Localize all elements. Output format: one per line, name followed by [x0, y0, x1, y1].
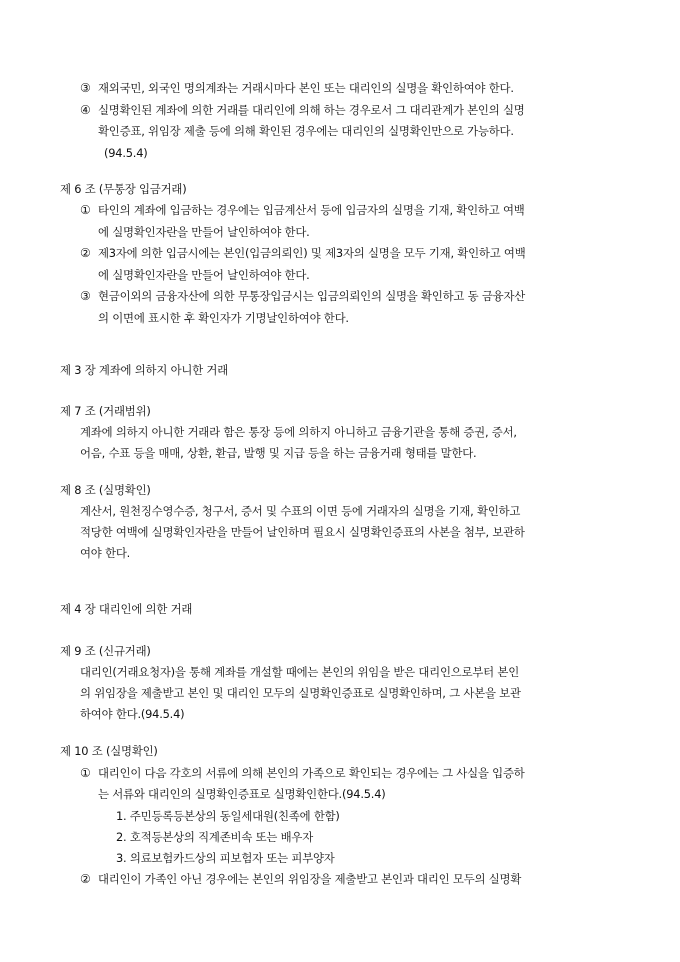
item-number: ④ — [80, 103, 91, 117]
article-6-item-3-line-1: ③ 현금이외의 금융자산에 의한 무통장입금시는 입금의뢰인의 실명을 확인하고 동 금융자산 — [80, 289, 526, 303]
article-9-line-2: 의 위임장을 제출받고 본인 및 대리인 모두의 실명확인증표로 실명확인하며, 그 사본을 보관 — [80, 686, 521, 700]
article-7-title: 제 7 조 (거래범위) — [60, 404, 151, 418]
article-6-item-2-line-1: ② 제3자에 의한 입금시에는 본인(입금의뢰인) 및 제3자의 실명을 모두 기재, 확인하고 여백 — [80, 246, 526, 260]
item-4-line-1: ④ 실명확인된 계좌에 의한 거래를 대리인에 의해 하는 경우로서 그 대리관계가 본인의 실명 — [80, 103, 525, 117]
article-9-line-3: 하여야 한다.(94.5.4) — [80, 707, 185, 721]
article-8-line-3: 여야 한다. — [80, 546, 131, 560]
article-9-title: 제 9 조 (신규거래) — [60, 644, 151, 658]
article-8-line-1: 계산서, 원천징수영수증, 청구서, 증서 및 수표의 이면 등에 거래자의 실명을 기재, 확인하고 — [80, 504, 521, 518]
item-3-line-1: ③ 재외국민, 외국인 명의계좌는 거래시마다 본인 또는 대리인의 실명을 확인하여야 한다. — [80, 81, 514, 95]
article-6-item-2-line-2: 에 실명확인자란을 만들어 날인하여야 한다. — [98, 268, 310, 282]
article-6-item-1-line-2: 에 실명확인자란을 만들어 날인하여야 한다. — [98, 225, 310, 239]
article-10-item-1-line-2: 는 서류와 대리인의 실명확인증표로 실명확인한다.(94.5.4) — [98, 787, 386, 801]
chapter-3-title: 제 3 장 계좌에 의하지 아니한 거래 — [60, 363, 229, 377]
chapter-4-title: 제 4 장 대리인에 의한 거래 — [60, 602, 193, 616]
article-7-line-2: 어음, 수표 등을 매매, 상환, 환급, 발행 및 지급 등을 하는 금융거래 형태를 말한다. — [80, 446, 477, 460]
item-4-line-3: (94.5.4) — [104, 146, 148, 160]
article-6-item-1-line-1: ① 타인의 계좌에 입금하는 경우에는 입금계산서 등에 입금자의 실명을 기재, 확인하고 여백 — [80, 203, 525, 217]
article-10-title: 제 10 조 (실명확인) — [60, 744, 158, 758]
article-7-line-1: 계좌에 의하지 아니한 거래라 함은 통장 등에 의하지 아니하고 금융기관을 통해 증권, 증서, — [80, 425, 517, 439]
article-10-sub-1: 1. 주민등록등본상의 동일세대원(친족에 한함) — [116, 809, 340, 823]
article-10-sub-3: 3. 의료보험카드상의 피보험자 또는 피부양자 — [116, 851, 335, 865]
article-9-line-1: 대리인(거래요청자)을 통해 계좌를 개설할 때에는 본인의 위임을 받은 대리인으로부터 본인 — [80, 665, 520, 679]
article-6-title: 제 6 조 (무통장 입금거래) — [60, 182, 187, 196]
article-6-item-3-line-2: 의 이면에 표시한 후 확인자가 기명날인하여야 한다. — [98, 311, 349, 325]
article-8-line-2: 적당한 여백에 실명확인자란을 만들어 날인하며 필요시 실명확인증표의 사본을 첨부, 보관하 — [80, 525, 525, 539]
item-4-line-2: 확인증표, 위임장 제출 등에 의해 확인된 경우에는 대리인의 실명확인만으로 가능하다. — [98, 124, 514, 138]
article-8-title: 제 8 조 (실명확인) — [60, 483, 151, 497]
article-10-item-2-line-1: ② 대리인이 가족인 아닌 경우에는 본인의 위임장을 제출받고 본인과 대리인 모두의 실명확 — [80, 872, 522, 886]
article-10-sub-2: 2. 호적등본상의 직계존비속 또는 배우자 — [116, 830, 314, 844]
article-10-item-1-line-1: ① 대리인이 다음 각호의 서류에 의해 본인의 가족으로 확인되는 경우에는 그 사실을 입증하 — [80, 766, 525, 780]
item-number: ③ — [80, 81, 91, 95]
